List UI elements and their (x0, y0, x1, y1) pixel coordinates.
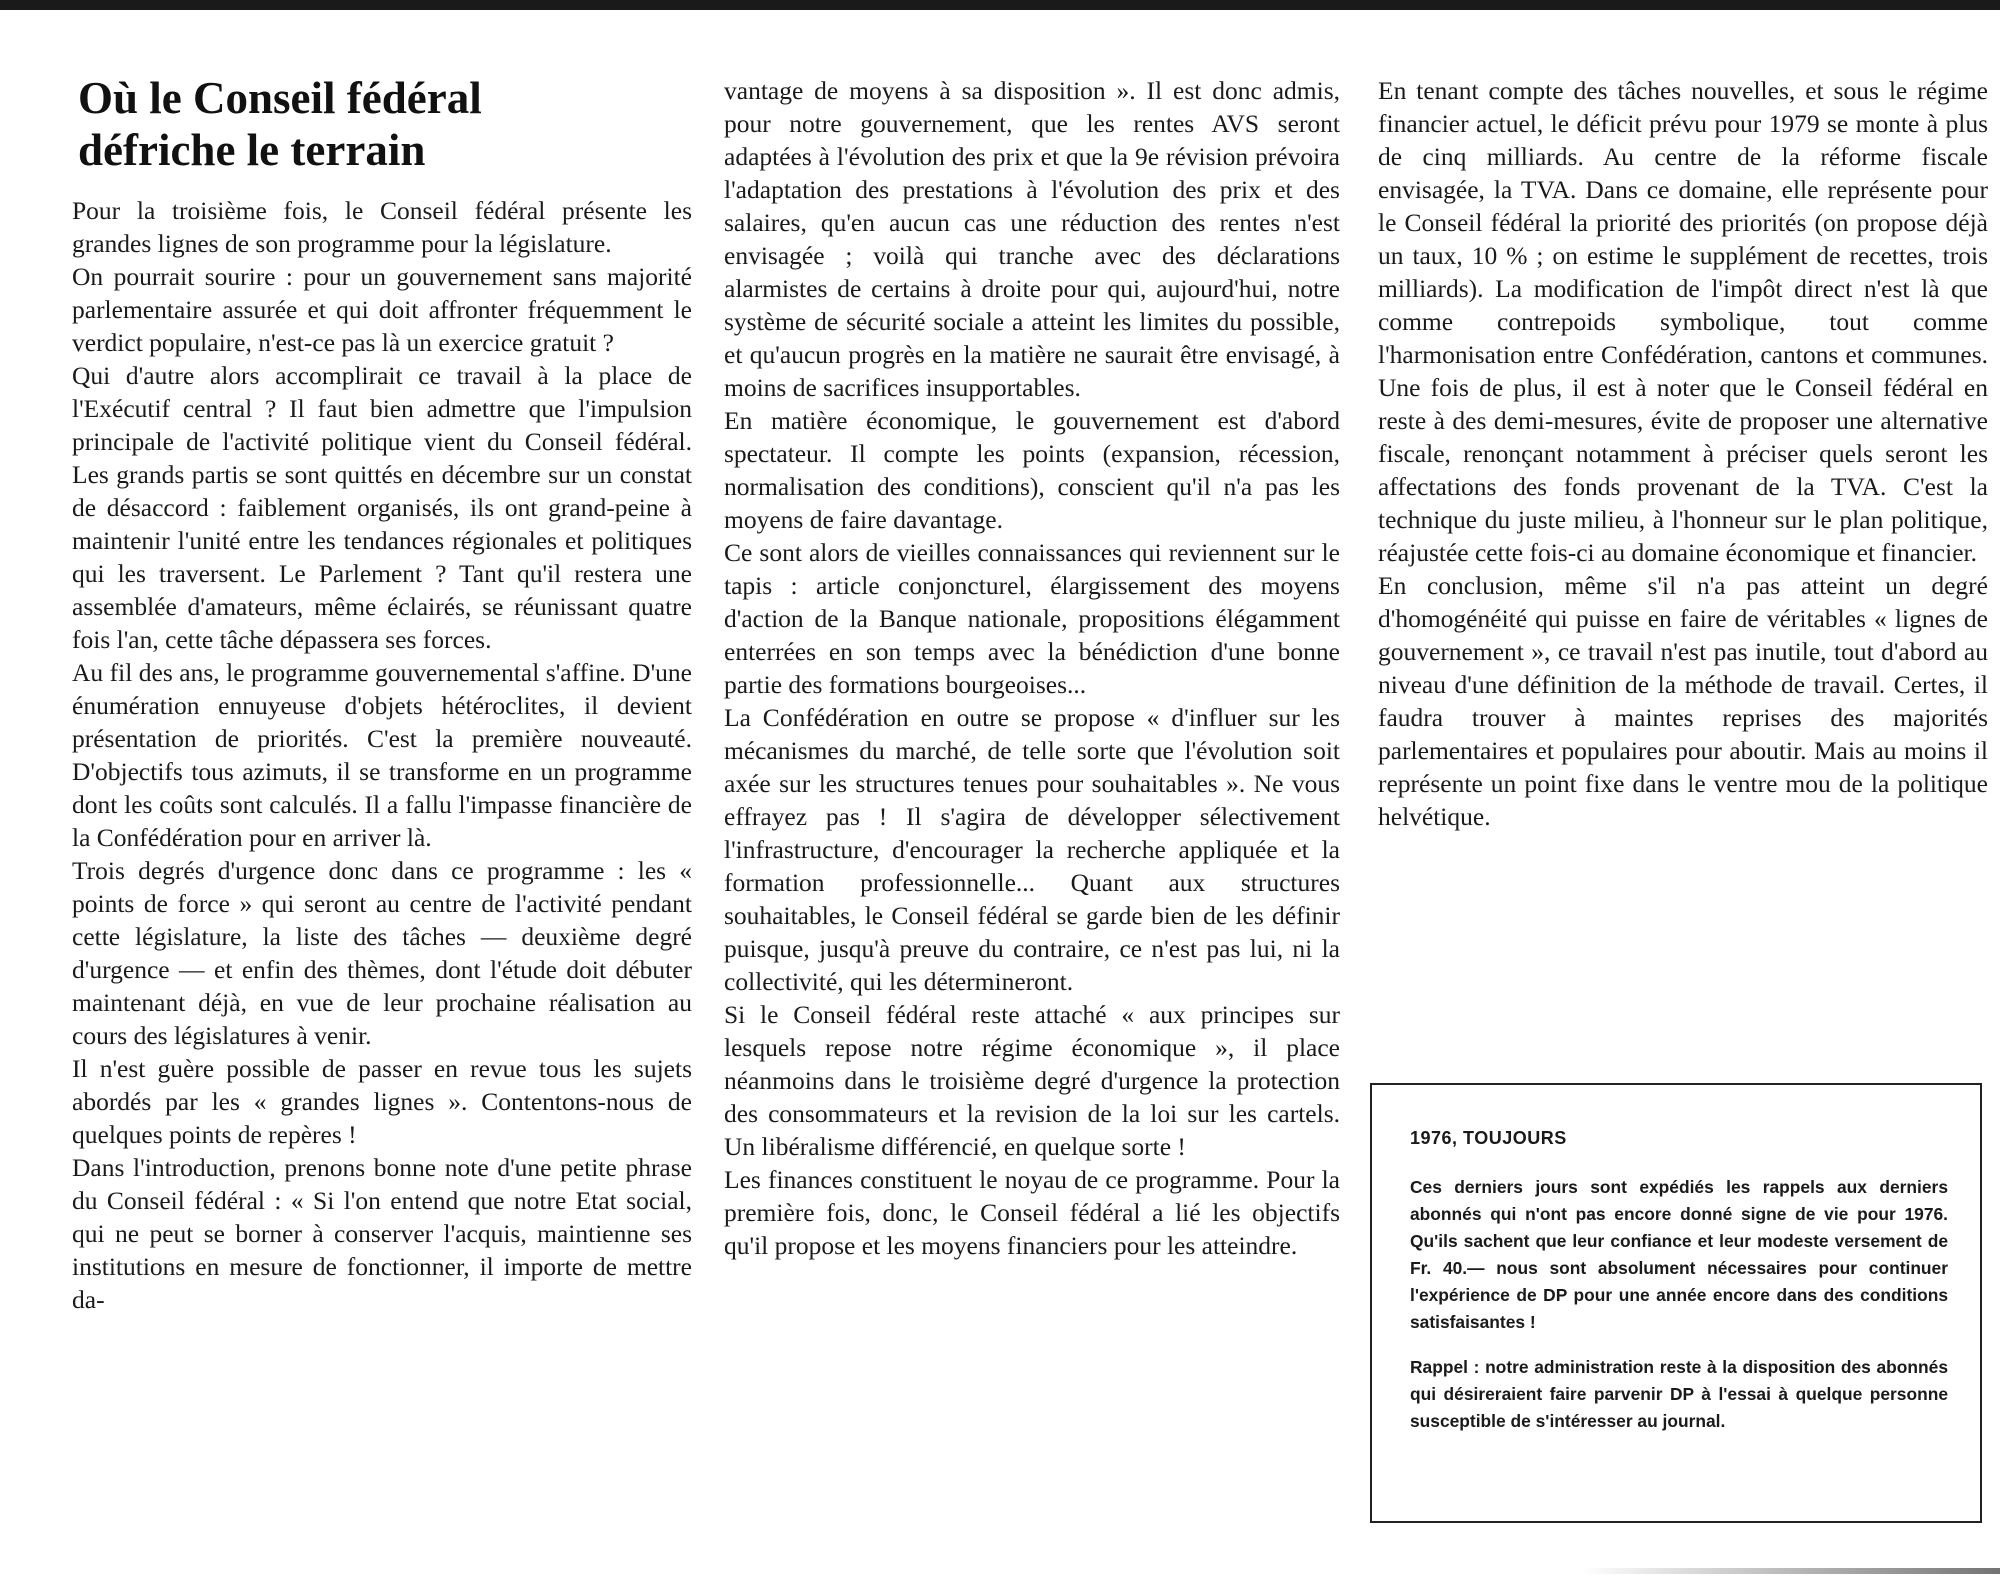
paragraph: Il n'est guère possible de passer en revue tous les sujets abordés par les « grandes lignes ». Contentons-nous de quelques points de repères ! (72, 1054, 692, 1149)
article-headline (78, 72, 692, 176)
paragraph: En conclusion, même s'il n'a pas atteint un degré d'homogénéité qui puisse en faire de véritables « lignes de gouvernement », ce travail n'est pas inutile, tout d'abord au niveau d'une définition de la méthode de travail. Certes, il faudra trouver à maintes reprises des majorités parlementaires et populaires pour aboutir. Mais au moins il représente un point fixe dans le ventre mou de la politique helvétique. (1378, 571, 1988, 831)
article-column-2 (724, 74, 1340, 1262)
article-column-3 (1378, 74, 1988, 833)
paragraph: En matière économique, le gouvernement est d'abord spectateur. Il compte les points (expansion, récession, normalisation des conditions), conscient qu'il n'a pas les moyens de faire davantage. (724, 406, 1340, 534)
paragraph: Si le Conseil fédéral reste attaché « aux principes sur lesquels repose notre régime économique », il place néanmoins dans le troisième degré d'urgence la protection des consommateurs et la revision de la loi sur les cartels. Un libéralisme différencié, en quelque sorte ! (724, 1000, 1340, 1161)
paragraph: Au fil des ans, le programme gouvernemental s'affine. D'une énumération ennuyeuse d'objets hétéroclites, il devient présentation de priorités. C'est la première nouveauté. D'objectifs tous azimuts, il se transforme en un programme dont les coûts sont calculés. Il a fallu l'impasse financière de la Confédération pour en arriver là. (72, 658, 692, 852)
paragraph: Qui d'autre alors accomplirait ce travail à la place de l'Exécutif central ? Il faut bien admettre que l'impulsion principale de l'activité politique vient du Conseil fédéral. Les grands partis se sont quittés en décembre sur un constat de désaccord : faiblement organisés, ils ont grand-peine à maintenir l'unité entre les tendances régionales et politiques qui les traversent. Le Parlement ? Tant qu'il restera une assemblée d'amateurs, même éclairés, se réunissant quatre fois l'an, cette tâche dépassera ses forces. (72, 361, 692, 654)
paragraph: En tenant compte des tâches nouvelles, et sous le régime financier actuel, le déficit prévu pour 1979 se monte à plus de cinq milliards. Au centre de la réforme fiscale envisagée, la TVA. Dans ce domaine, elle représente pour le Conseil fédéral la priorité des priorités (on propose déjà un taux, 10 % ; on estime le supplément de recettes, trois milliards). La modification de l'impôt direct n'est là que comme contrepoids symbolique, tout comme l'harmonisation entre Confédération, cantons et communes. Une fois de plus, il est à noter que le Conseil fédéral en reste à des demi-mesures, évite de proposer une alternative fiscale, renonçant notamment à préciser quels seront les affectations des fonds provenant de la TVA. C'est la technique du juste milieu, à l'honneur sur le plan politique, réajustée cette fois-ci au domaine économique et financier. (1378, 76, 1988, 567)
notice-title: 1976, TOUJOURS (1410, 1128, 1567, 1148)
paragraph: Ce sont alors de vieilles connaissances qui reviennent sur le tapis : article conjoncturel, élargissement des moyens d'action de la Banque nationale, propositions élégamment enterrées en son temps avec la bénédiction d'une bonne partie des formations bourgeoises... (724, 538, 1340, 699)
page-edge-shadow (1580, 1568, 2000, 1574)
paragraph: On pourrait sourire : pour un gouvernement sans majorité parlementaire assurée et qui doit affronter fréquemment le verdict populaire, n'est-ce pas là un exercice gratuit ? (72, 262, 692, 357)
notice-paragraph: Ces derniers jours sont expédiés les rappels aux derniers abonnés qui n'ont pas encore donné signe de vie pour 1976. Qu'ils sachent que leur confiance et leur modeste versement de Fr. 40.— nous sont absolument nécessaires pour continuer l'expérience de DP pour une année encore dans des conditions satisfaisantes ! (1410, 1177, 1948, 1332)
paragraph: La Confédération en outre se propose « d'influer sur les mécanismes du marché, de telle sorte que l'évolution soit axée sur les structures tenues pour souhaitables ». Ne vous effrayez pas ! Il s'agira de développer sélectivement l'infrastructure, d'encourager la recherche appliquée et la formation professionnelle... Quant aux structures souhaitables, le Conseil fédéral se garde bien de les définir puisque, jusqu'à preuve du contraire, ce n'est pas lui, ni la collectivité, qui les détermineront. (724, 703, 1340, 996)
paragraph: Trois degrés d'urgence donc dans ce programme : les « points de force » qui seront au centre de l'activité pendant cette législature, la liste des tâches — deuxième degré d'urgence — et enfin des thèmes, dont l'étude doit débuter maintenant déjà, en vue de leur prochaine réalisation au cours des législatures à venir. (72, 856, 692, 1050)
headline-line-2: défriche le terrain (78, 125, 426, 175)
top-rule (0, 0, 2000, 10)
article-column-1 (72, 72, 692, 1316)
paragraph: vantage de moyens à sa disposition ». Il est donc admis, pour notre gouvernement, que les rentes AVS seront adaptées à l'évolution des prix et que la 9e révision prévoira l'adaptation des prestations à l'évolution des prix et des salaires, qu'en aucun cas une réduction des rentes n'est envisagée ; voilà qui tranche avec des déclarations alarmistes de certains à droite pour qui, aujourd'hui, notre système de sécurité sociale a atteint les limites du possible, et qu'aucun progrès en la matière ne saurait être envisagé, à moins de sacrifices insupportables. (724, 76, 1340, 402)
headline-line-1: Où le Conseil fédéral (78, 73, 482, 123)
paragraph: Les finances constituent le noyau de ce programme. Pour la première fois, donc, le Conseil fédéral a lié les objectifs qu'il propose et les moyens financiers pour les atteindre. (724, 1165, 1340, 1260)
subscription-notice-box (1370, 1083, 1982, 1523)
paragraph: Dans l'introduction, prenons bonne note d'une petite phrase du Conseil fédéral : « Si l'on entend que notre Etat social, qui ne peut se borner à conserver l'acquis, maintienne ses institutions en mesure de fonctionner, il importe de mettre da- (72, 1153, 692, 1314)
notice-reminder: Rappel : notre administration reste à la disposition des abonnés qui désireraient faire parvenir DP à l'essai à quelque personne susceptible de s'intéresser au journal. (1410, 1357, 1948, 1431)
paragraph: Pour la troisième fois, le Conseil fédéral présente les grandes lignes de son programme pour la législature. (72, 196, 692, 258)
